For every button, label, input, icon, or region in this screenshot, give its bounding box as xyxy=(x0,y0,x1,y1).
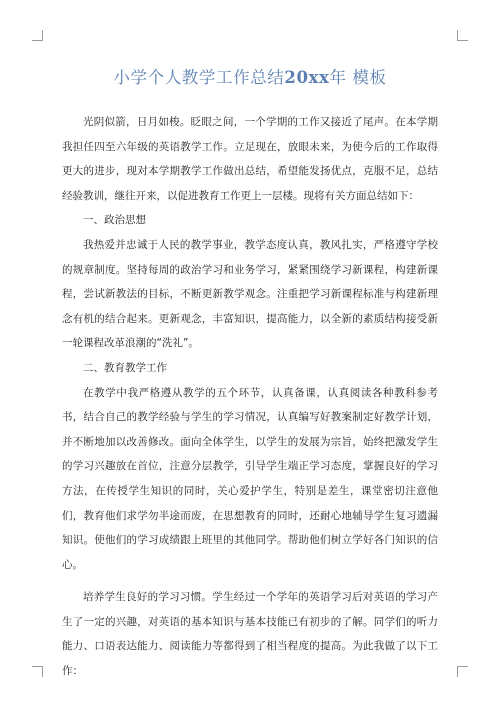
intro-paragraph: 光阴似箭，日月如梭。眨眼之间，一个学期的工作又接近了尾声。在本学期我担任四至六年级的英语教学工作。立足现在，放眼未来，为使今后的工作取得更大的进步，现对本学期教学工作做出总结，希望能发扬优点，克服不足，总结经验教训，继往开来，以促进教育工作更上一层楼。现将有关方面总结如下： xyxy=(62,116,438,202)
teaching-paragraph: 在教学中我严格遵从教学的五个环节，认真备课，认真阅读各种教科参考书，结合自己的教学经验与学生的学习情况，认真编写好教案制定好教学计划，并不断地加以改善修改。面向全体学生，以学生的发展为宗旨，始终把激发学生的学习兴趣放在首位，注意分层教学，引导学生端正学习态度，掌握良好的学习方法，在传授学生知识的同时，关心爱护学生，特别是差生，课堂密切注意他们，教育他们求学勿半途而废，在思想教育的同时，还耐心地辅导学生复习遗漏知识。使他们的学习成绩跟上班里的其他同学。帮助他们树立学好各门知识的信心。 xyxy=(62,386,438,571)
crop-mark-top-right xyxy=(457,30,468,41)
title-prefix: 小学个人教学工作总结 xyxy=(113,68,285,87)
politics-paragraph: 我热爱并忠诚于人民的教学事业，教学态度认真，教风扎实，严格遵守学校的规章制度。坚持每周的政治学习和业务学习，紧紧围绕学习新课程，构建新课程，尝试新教法的目标，不断更新教学观念。注重把学习新课程标准与构建新理念有机的结合起来。更新观念，丰富知识，提高能力，以全新的素质结构接受新一轮课程改革浪潮的“洗礼”。 xyxy=(62,238,438,350)
paragraph-gap xyxy=(62,577,438,585)
section-heading-teaching: 二、教育教学工作 xyxy=(83,361,167,374)
crop-mark-bottom-left xyxy=(32,666,43,677)
crop-mark-top-left xyxy=(32,30,43,41)
habits-paragraph: 培养学生良好的学习习惯。学生经过一个学年的英语学习后对英语的学习产生了一定的兴趣，对英语的基本知识与基本技能已有初步的了解。同学们的听力能力、口语表达能力、阅读能力等都得到了相当程度的提高。为此我做了以下工作： xyxy=(62,591,438,678)
document-body xyxy=(62,110,438,684)
crop-mark-bottom-right xyxy=(457,666,468,677)
title-number: 20xx xyxy=(284,68,330,87)
section-heading-politics: 一、政治思想 xyxy=(83,214,146,227)
title-suffix: 年 模板 xyxy=(329,68,387,87)
document-title xyxy=(0,64,500,88)
